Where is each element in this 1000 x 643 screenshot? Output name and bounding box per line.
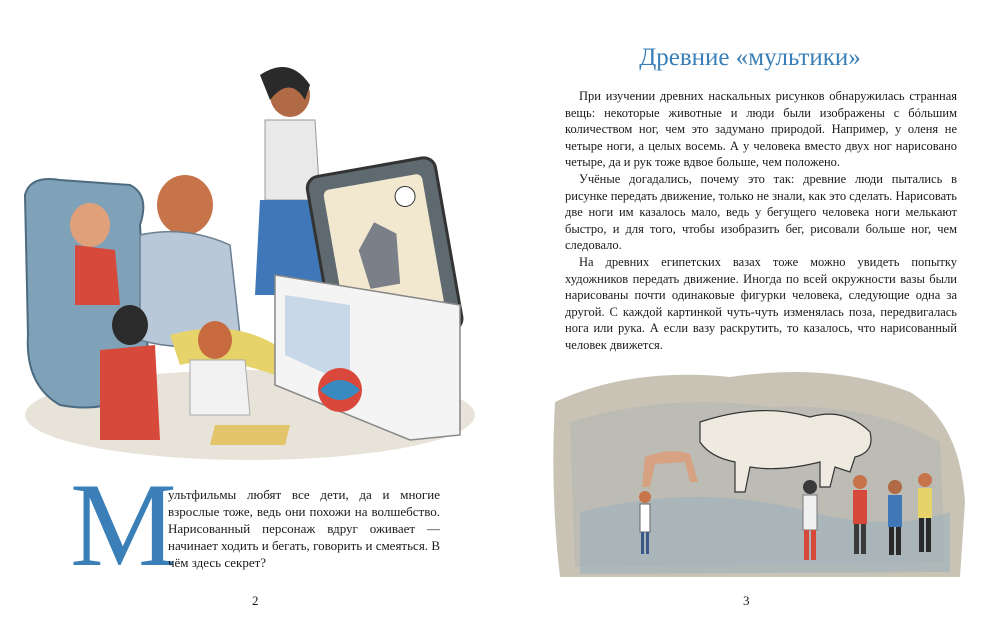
family-watching-tv-illustration	[20, 55, 480, 465]
page-number-left: 2	[252, 593, 259, 608]
paragraph: Учёные догадались, почему это так: древние люди пытались в рисунке передать движение, только не знали, как это сделать. Нарисовать две ноги им казалось мало, ведь у бегущего человека ноги мелькают быстро, и для того, чтобы изобразить бег, рисовали больше ног, чем следовало.	[565, 171, 957, 253]
dropcap-letter: М	[70, 458, 177, 591]
right-page	[500, 0, 1000, 643]
page-number-right: 3	[743, 593, 750, 608]
paragraph: При изучении древних наскальных рисунков обнаружилась странная вещь: некоторые животные и люди были изображены с бóльшим количеством ног, чем это задумано природой. Например, у оленя не четыре ноги, а целых восемь. А у человека вместо двух ног нарисовано четыре, да и рук тоже вдвое больше, чем положено.	[565, 89, 957, 170]
cave-painting-tourists-illustration	[550, 362, 970, 587]
paragraph: На древних египетских вазах тоже можно увидеть попытку художников передать движение. Иногда по всей окружности вазы были нарисованы почти одинаковые фигурки человека, следующие одна за другой. С каждой картинкой чуть-чуть изменялась поза, передвигалась нога или рука. А если вазу раскрутить, то казалось, что нарисованный человек движется.	[565, 254, 957, 352]
page-title: Древние «мультики»	[639, 44, 861, 71]
intro-text: ультфильмы любят все дети, да и многие взрослые тоже, ведь они похожи на волшебство. Нарисованный персонаж вдруг оживает — начинает ходить и бегать, говорить и смеяться. В чём здесь секрет?	[168, 487, 440, 570]
intro-paragraph	[168, 486, 440, 571]
article-body	[565, 88, 957, 354]
